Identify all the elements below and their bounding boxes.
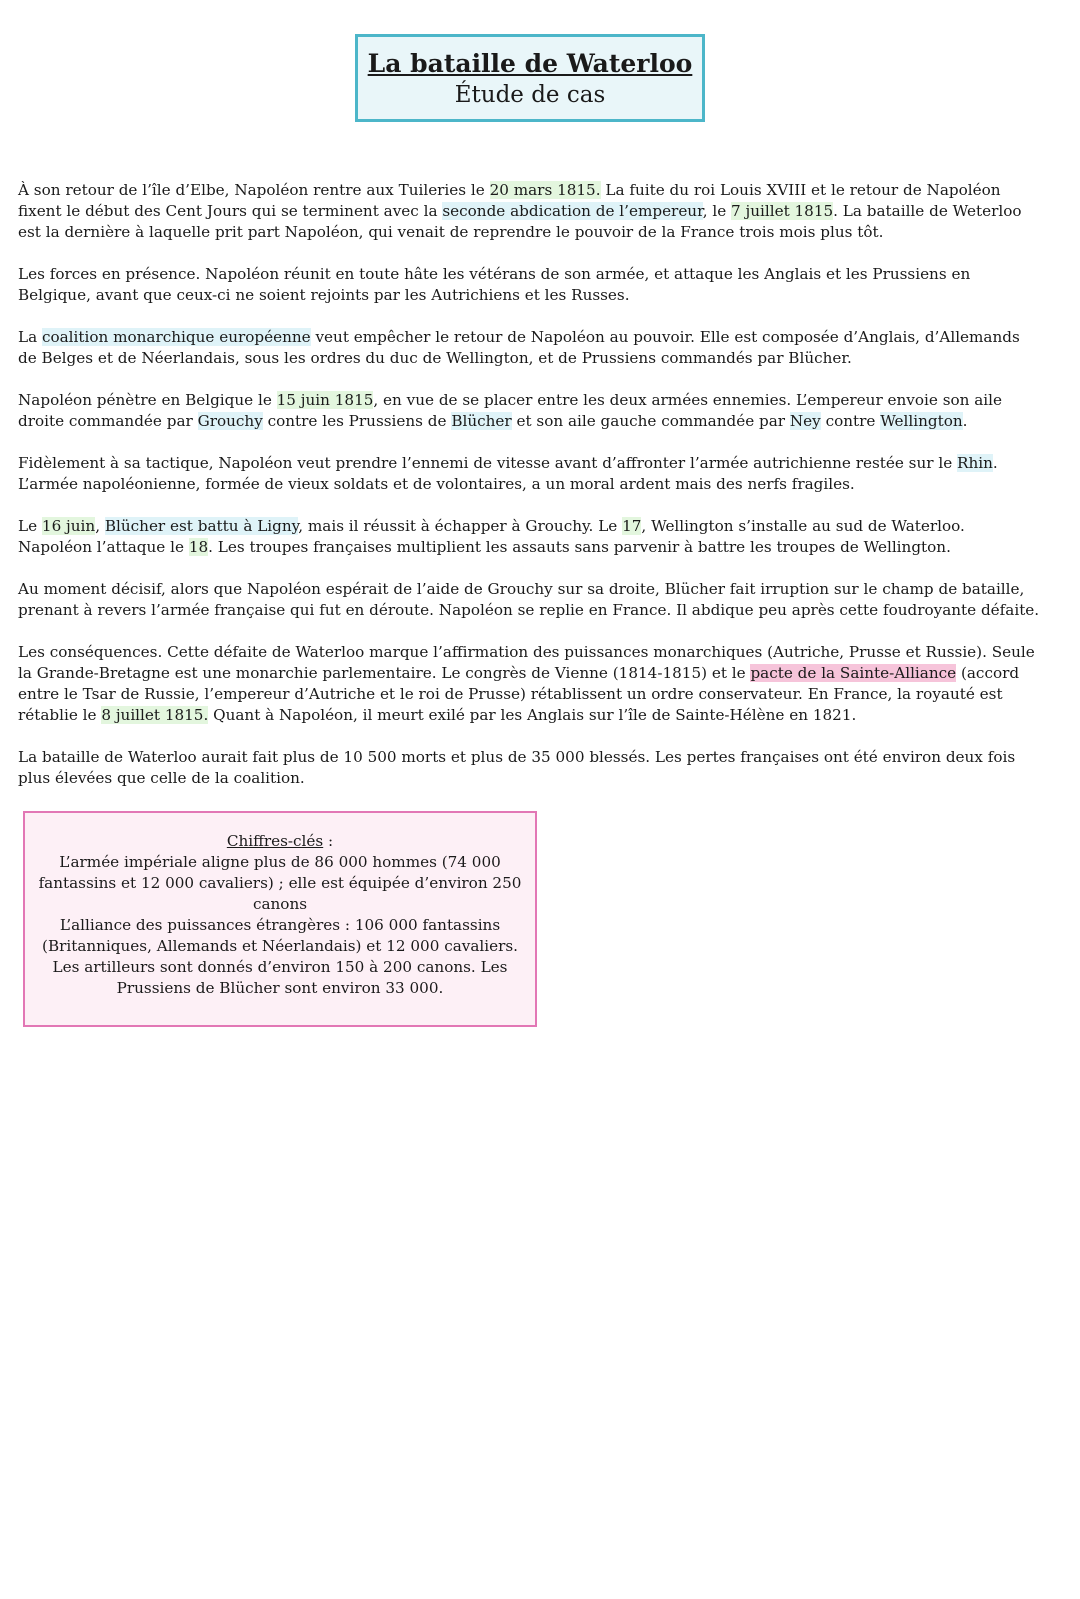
text-segment: , Wellington s’installe au sud de Waterloo. Napoléon l’attaque le	[18, 517, 965, 556]
text-segment: Napoléon pénètre en Belgique le	[18, 391, 277, 409]
highlighted-text: coalition monarchique européenne	[41, 328, 311, 346]
key-figures-imperial-army: L’armée impériale aligne plus de 86 000 hommes (74 000 fantassins et 12 000 cavaliers) ; elle est équipée d’environ 250 canons	[38, 853, 522, 913]
text-segment: .	[962, 412, 968, 430]
text-segment: Les forces en présence. Napoléon réunit en toute hâte les vétérans de son armée, et attaque les Anglais et les Prussiens en Belgique, avant que ceux-ci ne soient rejoints par les Autrichiens et les Russes.	[18, 265, 971, 304]
text-segment: , en vue de se placer entre les deux armées ennemies. L’empereur envoie son aile droite commandée par	[18, 391, 1003, 430]
text-segment: , le	[702, 202, 732, 220]
highlighted-text: Rhin	[957, 454, 993, 472]
highlighted-text: 8 juillet 1815.	[101, 706, 209, 724]
paragraph	[18, 516, 1040, 558]
text-segment: et son aile gauche commandée par	[511, 412, 790, 430]
text-segment: . Les troupes françaises multiplient les assauts sans parvenir à battre les troupes de Wellington.	[208, 538, 951, 556]
highlighted-text: Blücher est battu à Ligny	[104, 517, 299, 535]
text-segment: . L’armée napoléonienne, formée de vieux soldats et de volontaires, a un moral ardent mais des nerfs fragiles.	[18, 454, 998, 493]
text-segment: veut empêcher le retour de Napoléon au pouvoir. Elle est composée d’Anglais, d’Allemands de Belges et de Néerlandais, sous les ordres du duc de Wellington, et de Prussiens commandés par Blücher.	[18, 328, 1020, 367]
highlighted-text: 17	[622, 517, 642, 535]
text-segment: contre	[820, 412, 881, 430]
highlighted-text: 7 juillet 1815	[731, 202, 834, 220]
text-segment: La	[18, 328, 42, 346]
text-segment: La bataille de Waterloo aurait fait plus de 10 500 morts et plus de 35 000 blessés. Les pertes françaises ont été environ deux fois plus élevées que celle de la coalition.	[18, 748, 1016, 787]
highlighted-text: Blücher	[451, 412, 512, 430]
key-figures-title: Chiffres-clés	[226, 832, 324, 850]
title-box	[355, 34, 705, 122]
highlighted-text: Wellington	[880, 412, 963, 430]
paragraph	[18, 390, 1040, 432]
text-segment: La fuite du roi Louis XVIII et le retour de Napoléon fixent le début des Cent Jours qui se terminent avec la	[18, 181, 1001, 220]
paragraph	[18, 642, 1040, 726]
paragraph	[18, 180, 1040, 243]
document-body	[18, 180, 1040, 810]
key-figures-alliance: L’alliance des puissances étrangères : 106 000 fantassins (Britanniques, Allemands et Néerlandais) et 12 000 cavaliers. Les artilleurs sont donnés d’environ 150 à 200 canons. Les Prussiens de Blücher sont environ 33 000.	[42, 916, 518, 997]
text-segment: ,	[95, 517, 105, 535]
paragraph	[18, 579, 1040, 621]
highlighted-text: Ney	[789, 412, 821, 430]
highlighted-text: 18	[188, 538, 209, 556]
text-segment: , mais il réussit à échapper à Grouchy. Le	[298, 517, 623, 535]
text-segment: contre les Prussiens de	[262, 412, 452, 430]
text-segment: (accord entre le Tsar de Russie, l’empereur d’Autriche et le roi de Prusse) rétablissent un ordre conservateur. En France, la royauté est rétablie le	[18, 664, 1020, 724]
page-subtitle: Étude de cas	[454, 82, 606, 108]
paragraph	[18, 747, 1040, 789]
paragraph	[18, 453, 1040, 495]
text-segment: Les conséquences. Cette défaite de Waterloo marque l’affirmation des puissances monarchiques (Autriche, Prusse et Russie). Seule la Grande-Bretagne est une monarchie parlementaire. Le congrès de Vienne (1814-1815) et le	[18, 643, 1035, 682]
paragraph	[18, 264, 1040, 306]
highlighted-text: Grouchy	[197, 412, 263, 430]
paragraph	[18, 327, 1040, 369]
highlighted-text: pacte de la Sainte-Alliance	[750, 664, 957, 682]
key-figures-title-suffix: :	[323, 832, 334, 850]
text-segment: . La bataille de Weterloo est la dernière à laquelle prit part Napoléon, qui venait de reprendre le pouvoir de la France trois mois plus tôt.	[18, 202, 1022, 241]
highlighted-text: seconde abdication de l’empereur	[442, 202, 703, 220]
highlighted-text: 15 juin 1815	[276, 391, 374, 409]
highlighted-text: 16 juin	[41, 517, 96, 535]
text-segment: Le	[18, 517, 42, 535]
text-segment: Fidèlement à sa tactique, Napoléon veut prendre l’ennemi de vitesse avant d’affronter l’armée autrichienne restée sur le	[18, 454, 958, 472]
highlighted-text: 20 mars 1815.	[489, 181, 601, 199]
page-title: La bataille de Waterloo	[367, 49, 693, 78]
text-segment: Quant à Napoléon, il meurt exilé par les Anglais sur l’île de Sainte-Hélène en 1821.	[208, 706, 857, 724]
text-segment: Au moment décisif, alors que Napoléon espérait de l’aide de Grouchy sur sa droite, Blücher fait irruption sur le champ de bataille, prenant à revers l’armée française qui fut en déroute. Napoléon se replie en France. Il abdique peu après cette foudroyante défaite.	[18, 580, 1040, 619]
text-segment: À son retour de l’île d’Elbe, Napoléon rentre aux Tuileries le	[18, 181, 490, 199]
key-figures-box	[23, 811, 537, 1027]
